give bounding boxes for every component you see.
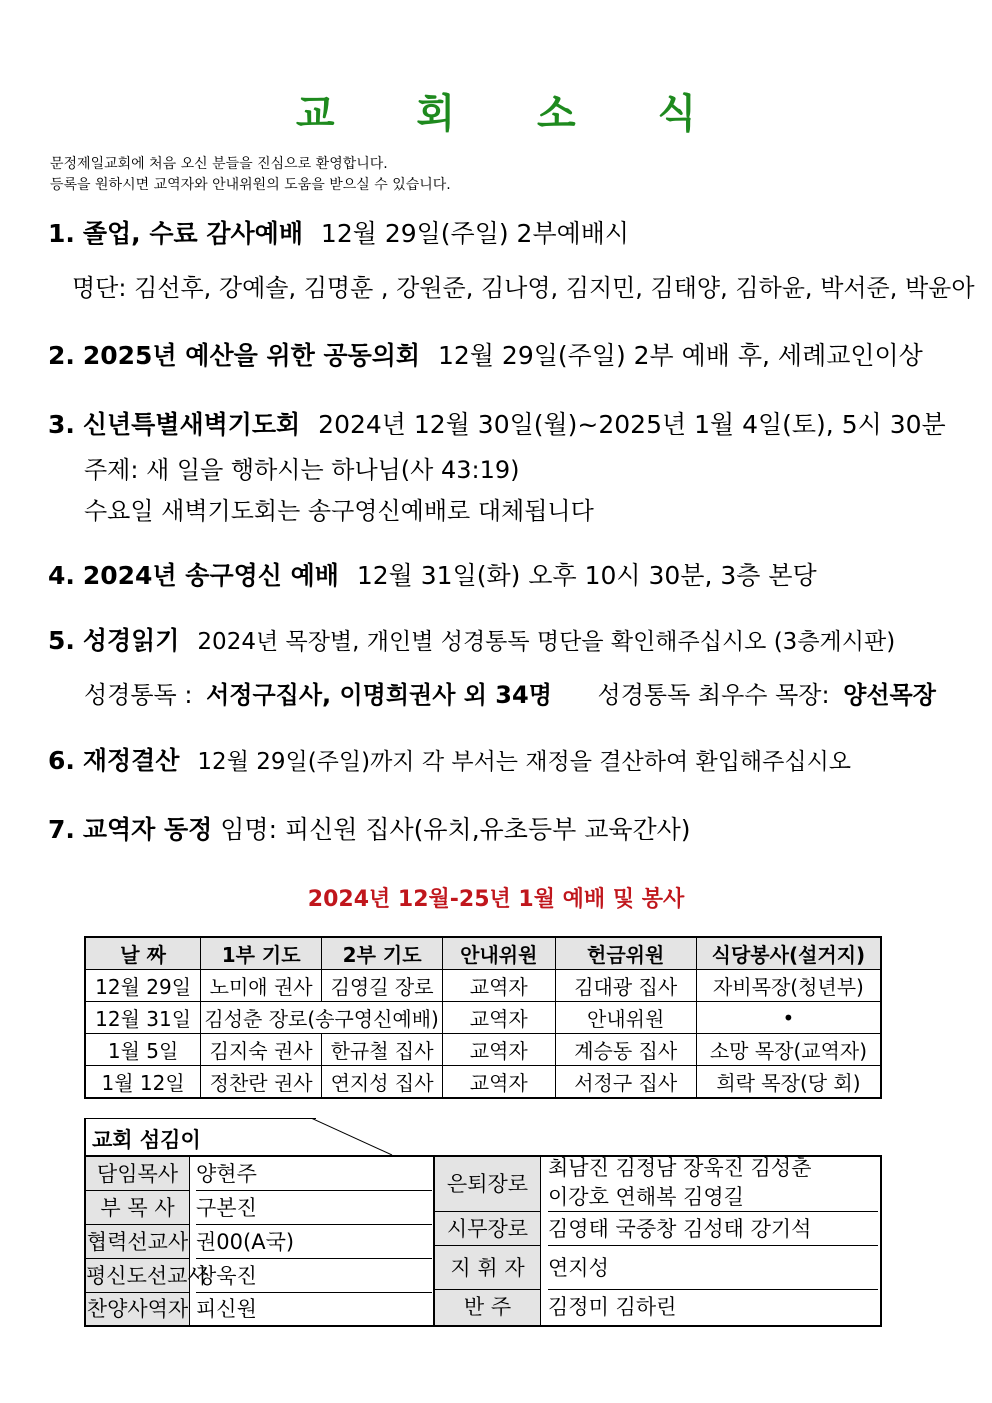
table-cell: 안내위원 (555, 1002, 696, 1034)
column-header: 헌금위원 (555, 937, 696, 970)
staff-value: 구본진 (196, 1191, 432, 1225)
table-cell: 교역자 (443, 1002, 555, 1034)
table-cell: 계승동 집사 (555, 1034, 696, 1066)
table-cell: 서정구 집사 (555, 1066, 696, 1099)
item-sub: 명단: 김선후, 강예솔, 김명훈 , 강원준, 김나영, 김지민, 김태양, 김하윤, 박서준, 박윤아 (72, 274, 975, 302)
reading-best-group: 양선목장 (843, 681, 936, 709)
item-heading: 2024년 송구영신 예배 (82, 561, 339, 590)
table-cell: 12월 31일 (85, 1002, 201, 1034)
bible-reading-summary (84, 675, 936, 710)
table-cell: 김지숙 권사 (201, 1034, 322, 1066)
item-heading: 재정결산 (82, 746, 180, 775)
table-row (85, 1034, 881, 1066)
item-text: 12월 29일(주일)까지 각 부서는 재정을 결산하여 환입해주십시오 (197, 749, 851, 775)
reading-label: 성경통독 : (84, 681, 193, 709)
news-item-5 (48, 621, 895, 657)
intro-line: 등록을 원하시면 교역자와 안내위원의 도움을 받으실 수 있습니다. (50, 177, 451, 193)
reading-names: 서정구집사, 이명희권사 외 34명 (206, 681, 552, 709)
table-row (85, 1002, 881, 1034)
table-cell: 교역자 (443, 970, 555, 1002)
intro-text (50, 154, 451, 196)
news-item-2 (48, 336, 923, 372)
staff-label: 부 목 사 (86, 1191, 190, 1225)
table-header-row (85, 937, 881, 970)
table-cell: 소망 목장(교역자) (696, 1034, 881, 1066)
item-text: 임명: 피신원 집사(유치,유초등부 교육간사) (220, 815, 691, 844)
page-title: 교 회 소 식 (295, 91, 731, 137)
staff-value: 김영태 국중창 김성태 강기석 (548, 1212, 878, 1246)
staff-value: 권00(A국) (196, 1225, 432, 1259)
staff-value: 연지성 (548, 1246, 878, 1290)
table-cell: 연지성 집사 (322, 1066, 443, 1099)
table-cell: 1월 5일 (85, 1034, 201, 1066)
item-text: 2024년 12월 30일(월)~2025년 1월 4일(토), 5시 30분 (318, 410, 946, 439)
staff-value: 피신원 (196, 1297, 257, 1321)
table-cell: 김성춘 장로(송구영신예배) (201, 1002, 443, 1034)
intro-line: 문정제일교회에 처음 오신 분들을 진심으로 환영합니다. (50, 156, 388, 172)
column-header: 2부 기도 (322, 937, 443, 970)
staff-label: 담임목사 (86, 1157, 190, 1191)
item-text: 12월 31일(화) 오후 10시 30분, 3층 본당 (356, 561, 817, 590)
item-text: 2024년 목장별, 개인별 성경통독 명단을 확인해주십시오 (3층게시판) (197, 629, 896, 655)
table-cell: 노미애 권사 (201, 970, 322, 1002)
table-cell: 한규철 집사 (322, 1034, 443, 1066)
item-number: 6. (48, 746, 75, 775)
news-item-3 (48, 405, 946, 441)
table-cell: • (696, 1002, 881, 1034)
table-row (85, 970, 881, 1002)
column-header: 1부 기도 (201, 937, 322, 970)
staff-value: 이강호 연해복 김영길 (548, 1183, 878, 1212)
staff-value: 김정미 김하린 (548, 1295, 677, 1319)
table-cell: 김대광 집사 (555, 970, 696, 1002)
schedule-table (84, 936, 882, 1099)
staff-label: 은퇴장로 (435, 1157, 541, 1212)
reading-best-label: 성경통독 최우수 목장: (597, 681, 830, 709)
news-item-4 (48, 556, 817, 592)
item-heading: 성경읽기 (82, 626, 180, 655)
item-number: 1. (48, 219, 75, 248)
staff-label: 협력선교사 (86, 1225, 190, 1259)
table-cell: 12월 29일 (85, 970, 201, 1002)
item-number: 3. (48, 410, 75, 439)
item-heading: 졸업, 수료 감사예배 (82, 219, 303, 248)
table-cell: 1월 12일 (85, 1066, 201, 1099)
staff-value: 최남진 김정남 장욱진 김성춘 (548, 1156, 812, 1180)
item-heading: 교역자 동정 (82, 815, 213, 844)
table-cell: 교역자 (443, 1066, 555, 1099)
news-item-6 (48, 741, 851, 777)
table-cell: 김영길 장로 (322, 970, 443, 1002)
column-header: 식당봉사(설거지) (696, 937, 881, 970)
item-text: 12월 29일(주일) 2부 예배 후, 세례교인이상 (438, 341, 923, 370)
staff-tab-diagonal (312, 1118, 394, 1155)
item-number: 7. (48, 815, 75, 844)
item-heading: 신년특별새벽기도회 (82, 410, 301, 439)
table-cell: 정찬란 권사 (201, 1066, 322, 1099)
staff-label: 시무장로 (435, 1212, 541, 1246)
staff-value: 양현주 (196, 1157, 432, 1191)
staff-label: 평신도선교사 (86, 1259, 190, 1293)
table-row (85, 1066, 881, 1099)
staff-label: 반 주 (435, 1290, 541, 1325)
staff-title: 교회 섬김이 (92, 1128, 201, 1152)
table-cell: 희락 목장(당 회) (696, 1066, 881, 1099)
item-number: 5. (48, 626, 75, 655)
item-number: 2. (48, 341, 75, 370)
news-item-7 (48, 810, 691, 846)
item-sub: 수요일 새벽기도회는 송구영신예배로 대체됩니다 (84, 497, 594, 525)
item-text: 12월 29일(주일) 2부예배시 (320, 219, 630, 248)
column-header: 날 짜 (85, 937, 201, 970)
item-number: 4. (48, 561, 75, 590)
staff-table (84, 1155, 882, 1327)
item-sub: 주제: 새 일을 행하시는 하나님(사 43:19) (84, 456, 520, 484)
table-cell: 교역자 (443, 1034, 555, 1066)
staff-value: 장욱진 (196, 1259, 432, 1293)
schedule-title: 2024년 12월-25년 1월 예배 및 봉사 (307, 887, 685, 912)
column-header: 안내위원 (443, 937, 555, 970)
staff-label: 지 휘 자 (435, 1246, 541, 1290)
table-cell: 자비목장(청년부) (696, 970, 881, 1002)
news-item-1 (48, 214, 629, 250)
staff-label: 찬양사역자 (86, 1293, 190, 1325)
item-heading: 2025년 예산을 위한 공동의회 (82, 341, 421, 370)
